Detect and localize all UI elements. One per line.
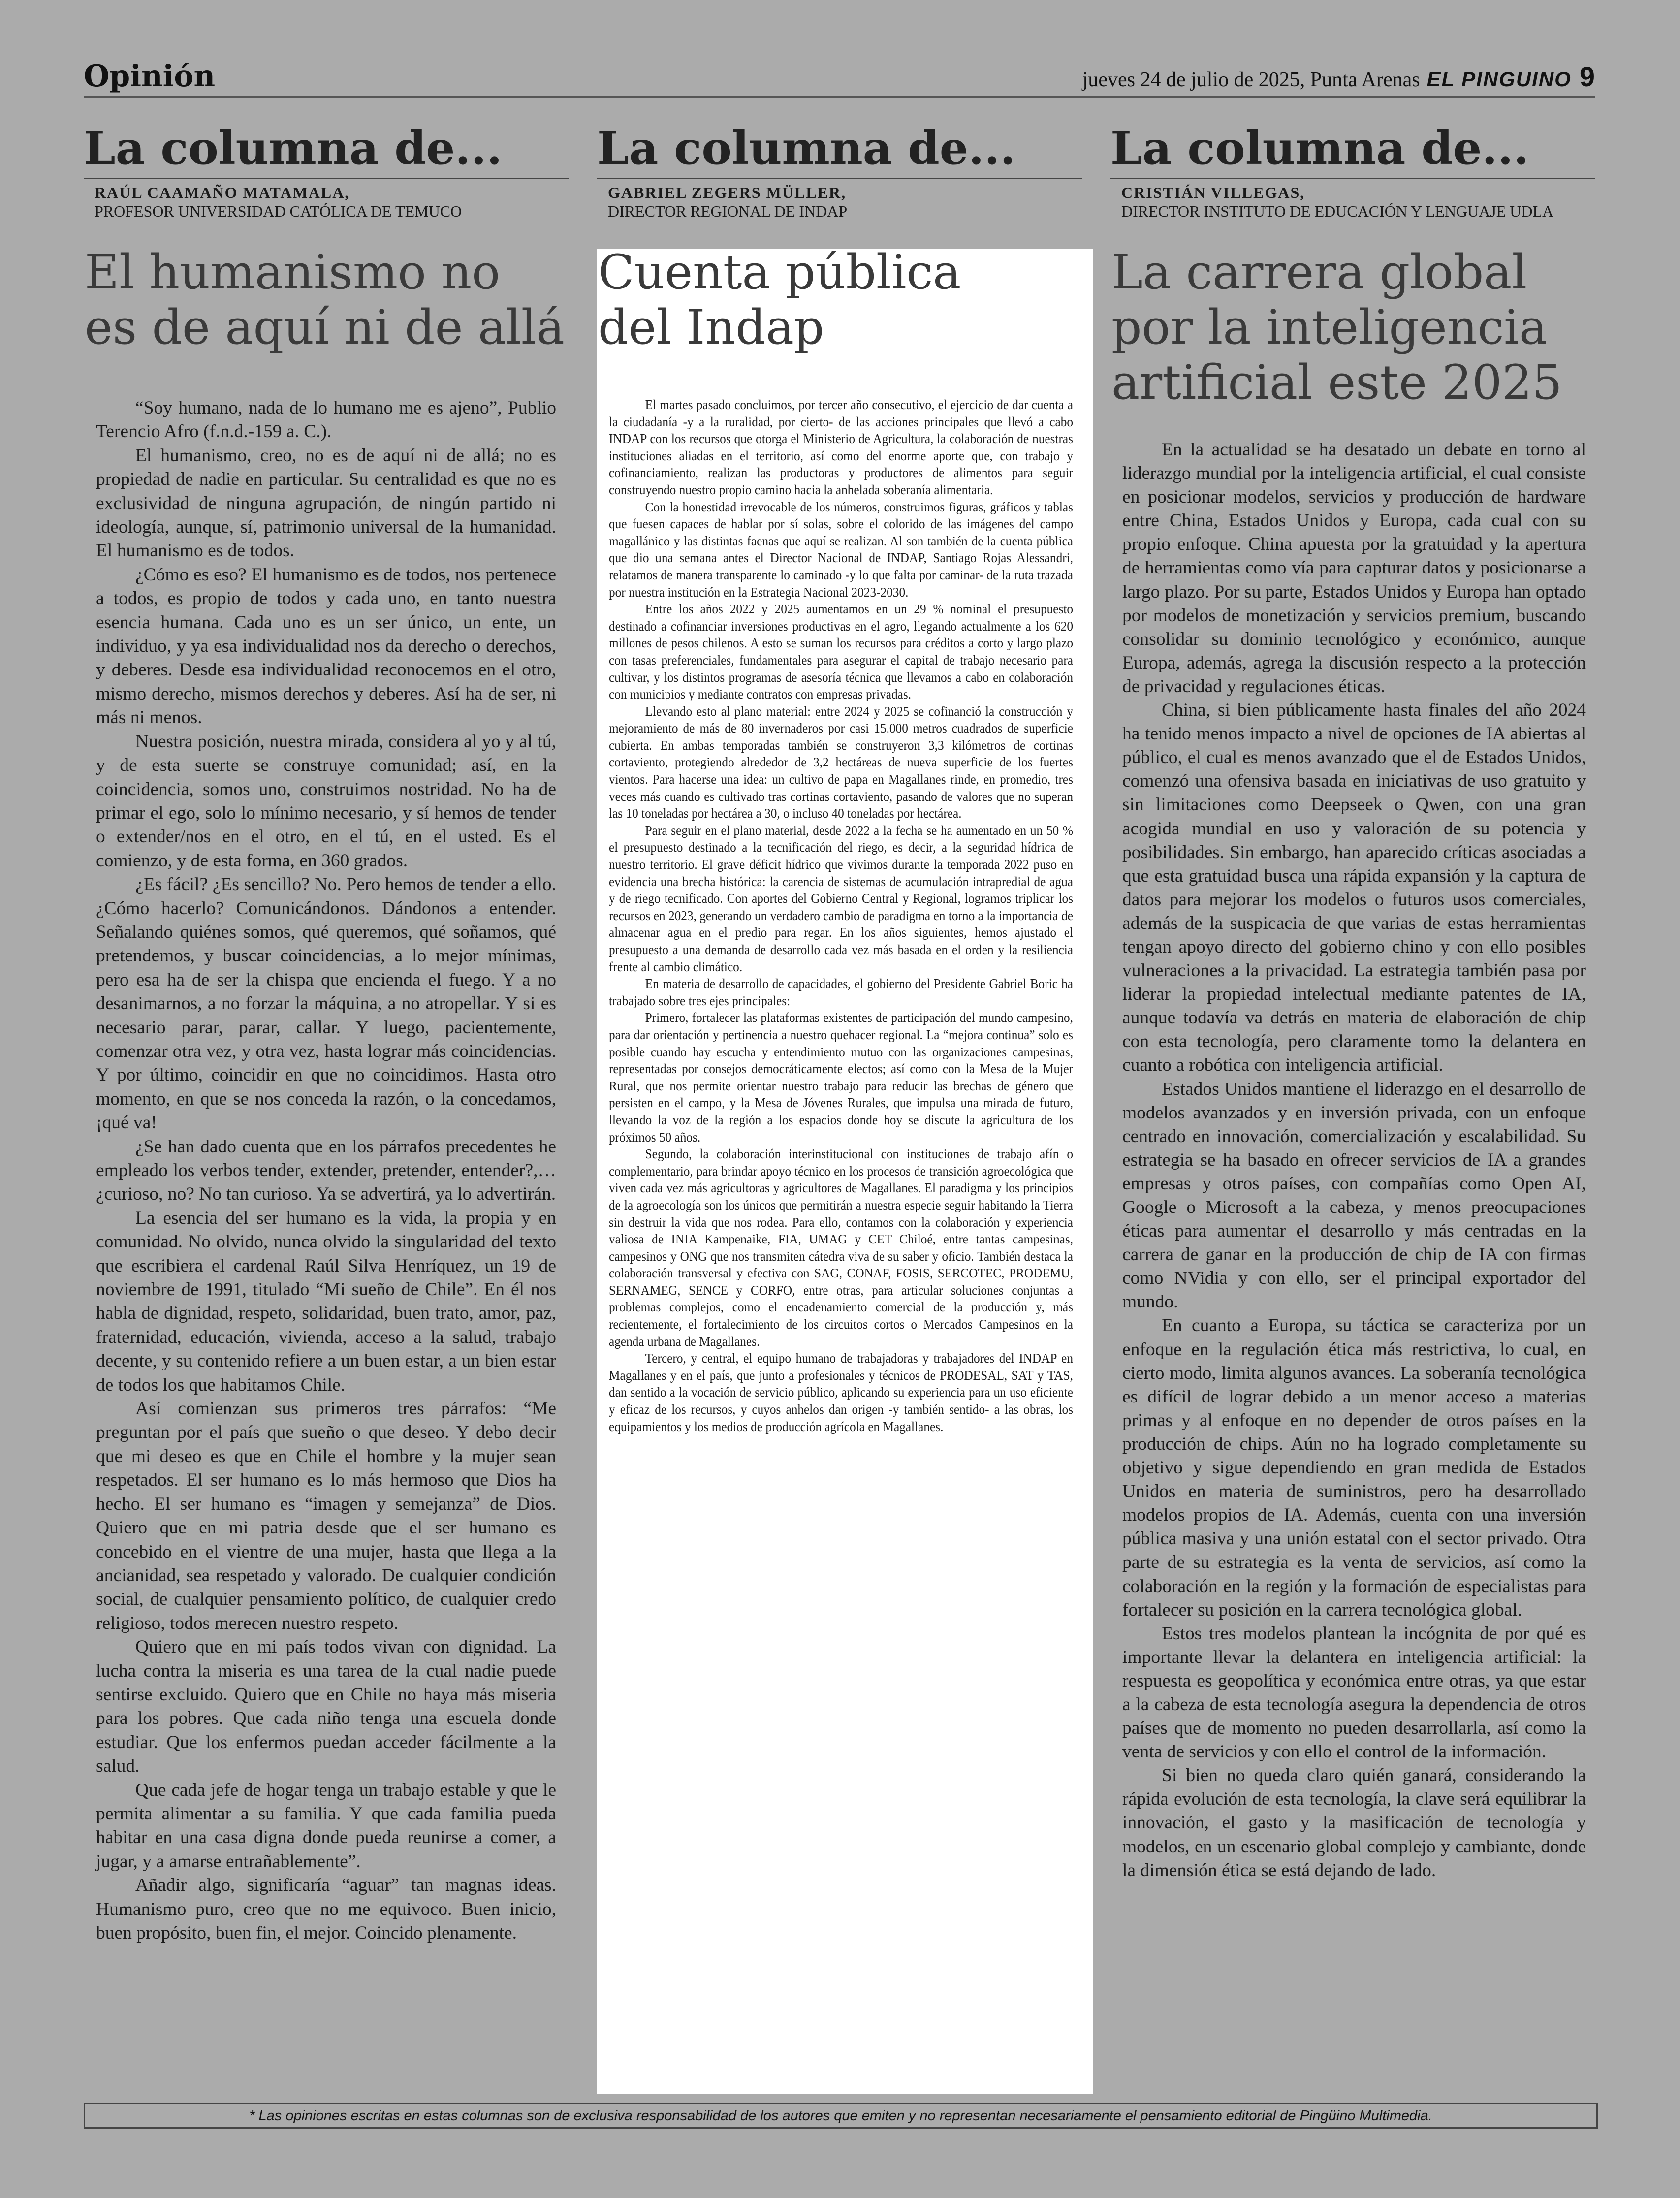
paragraph: Quiero que en mi país todos vivan con dignidad. La lucha contra la miseria es una tarea de la cual nadie puede sentirse excluido. Quiero que en Chile no haya más miseria para los pobres. Que cada niño tenga una escuela donde estudiar. Que los enfermos puedan acceder fácilmente a la salud. bbox=[96, 1637, 556, 1777]
column-kicker: La columna de... bbox=[597, 122, 1016, 175]
headline-line: del Indap bbox=[598, 300, 824, 355]
paragraph: Tercero, y central, el equipo humano de trabajadoras y trabajadores del INDAP en Magallanes y en el país, que junto a profesionales y técnicos de PRODESAL, SAT y TAS, dan sentido a la vocación de servicio público, aplicando su experiencia para un uso eficiente y eficaz de los recursos, y cuyos anhelos dan origen -y también sentido- a las obras, los equipamientos y los medios de producción agrícola en Magallanes. bbox=[609, 1350, 1073, 1434]
paragraph: “Soy humano, nada de lo humano me es ajeno”, Publio Terencio Afro (f.n.d.-159 a. C.). bbox=[96, 398, 556, 442]
newspaper-brand: EL PINGUINO bbox=[1426, 67, 1572, 91]
paragraph: Llevando esto al plano material: entre 2024 y 2025 se cofinanció la construcción y mejoramiento de más de 80 invernaderos por casi 15.000 metros cuadrados de superficie cubierta. En ambas temporadas también se construyeron 3,3 kilómetros de cortinas cortaviento, protegiendo alrededor de 3,2 hectáreas de nueva superficie de los fuertes vientos. Para hacerse una idea: un cultivo de papa en Magallanes rinde, en promedio, tres veces más cuando es cultivado tras cortinas cortaviento, pasando de valores que no superan las 10 toneladas por hectárea a 30, o incluso 40 toneladas por hectárea. bbox=[609, 703, 1073, 821]
headline-line: artificial este 2025 bbox=[1111, 355, 1562, 411]
column-villegas bbox=[1110, 122, 1595, 411]
paragraph: Estos tres modelos plantean la incógnita de por qué es importante llevar la delantera en inteligencia artificial: la respuesta es geopolítica y económica entre otras, ya que estar a la cabeza de esta tecnología asegura la dependencia de otros países que de momento no pueden desarrollarla, así como la venta de servicios y con ello el control de la información. bbox=[1122, 1623, 1586, 1762]
paragraph: Si bien no queda claro quién ganará, considerando la rápida evolución de esta tecnología, la clave será equilibrar la innovación, el gasto y la masificación de tecnología y modelos, en un escenario global complejo y cambiante, donde la dimensión ética se está dejando de lado. bbox=[1122, 1765, 1586, 1880]
author-name: CRISTIÁN VILLEGAS, bbox=[1121, 184, 1305, 201]
author-role: DIRECTOR INSTITUTO DE EDUCACIÓN Y LENGUAJE UDLA bbox=[1121, 202, 1554, 221]
paragraph: Nuestra posición, nuestra mirada, considera al yo y al tú, y de esta suerte se construye comunidad; así, en la coincidencia, somos uno, construimos nostridad. No ha de primar el ego, solo lo mínimo necesario, y sí hemos de tender o extender/nos en el otro, en el tú, en el usted. Es el comienzo, y de esta forma, en 360 grados. bbox=[96, 731, 556, 871]
paragraph: Primero, fortalecer las plataformas existentes de participación del mundo campesino, para dar orientación y pertinencia a nuestro quehacer regional. La “mejora continua” solo es posible cuando hay escucha y entendimiento mutuo con las organizaciones campesinas, representadas por consejos democráticamente electos; así como con la Mesa de la Mujer Rural, que nos permite orientar nuestro trabajo para reducir las brechas de género que persisten en el campo, y la Mesa de Jóvenes Rurales, que impulsa una mirada de futuro, llevando la voz de la región a los espacios donde hoy se discute la agricultura de los próximos 50 años. bbox=[609, 1010, 1073, 1145]
headline-line: es de aquí ni de allá bbox=[85, 300, 565, 355]
headline bbox=[85, 245, 569, 355]
headline-line: por la inteligencia bbox=[1111, 300, 1548, 355]
paragraph: China, si bien públicamente hasta finales del año 2024 ha tenido menos impacto a nivel de opciones de IA abiertas al público, el cual es menos avanzado que el de Estados Unidos, comenzó una ofensiva basada en iniciativas de uso gratuito y sin limitaciones como Deepseek o Qwen, con una gran acogida mundial en uso y valoración de su potencia y posibilidades. Sin embargo, han aparecido críticas asociadas a que esta gratuidad busca una rápida expansión y la captura de datos para mejorar los modelos o futuros usos comerciales, además de la suspicacia de que varias de estas herramientas tengan apoyo directo del gobierno chino y con ello posibles vulneraciones a la privacidad. La estrategia también pasa por liderar la propiedad intelectual mediante patentes de IA, aunque todavía va detrás en materia de elaboración de chip con esta tecnología, pero claramente tomo la delantera en cuanto a robótica con inteligencia artificial. bbox=[1122, 700, 1586, 1076]
paragraph: Estados Unidos mantiene el liderazgo en el desarrollo de modelos avanzados y en inversión privada, con un enfoque centrado en innovación, comercialización y escalabilidad. Su estrategia se ha basado en ofrecer servicios de IA a grandes empresas y otros países, con compañías como Open AI, Google o Microsoft a la cabeza, y menos preocupaciones éticas para aumentar el desarrollo y más centradas en la carrera de ganar en la producción de chip de IA con firmas como NVidia y con ello, ser el principal exportador del mundo. bbox=[1122, 1079, 1586, 1312]
author-block bbox=[1110, 178, 1595, 221]
paragraph: Así comienzan sus primeros tres párrafos: “Me preguntan por el país que sueño o que deseo. Y debo decir que mi deseo es que en Chile el hombre y la mujer sean respetados. El ser humano es lo más hermoso que Dios ha hecho. El ser humano es “imagen y semejanza” de Dios. Quiero que en mi patria desde que el ser humano es concebido en el vientre de una mujer, hasta que llega a la ancianidad, sea respetado y valorado. De cualquier condición social, de cualquier pensamiento político, de cualquier credo religioso, todos merecen nuestro respeto. bbox=[96, 1399, 556, 1633]
paragraph: Para seguir en el plano material, desde 2022 a la fecha se ha aumentado en un 50 % el presupuesto destinado a la tecnificación del riego, es decir, a la seguridad hídrica de nuestro territorio. El grave déficit hídrico que vivimos durante la temporada 2022 puso en evidencia una brecha histórica: la carencia de sistemas de acumulación intrapredial de agua y de riego tecnificado. Con aportes del Gobierno Central y Regional, logramos triplicar los recursos en 2023, generando un verdadero cambio de paradigma en torno a la importancia de almacenar agua en el predio para regar. En los años siguientes, hemos ajustado el presupuesto a una demanda de desarrollo cada vez más basada en el orden y la resiliencia frente al cambio climático. bbox=[609, 822, 1073, 974]
paragraph: En materia de desarrollo de capacidades, el gobierno del Presidente Gabriel Boric ha trabajado sobre tres ejes principales: bbox=[609, 976, 1073, 1008]
paragraph: ¿Se han dado cuenta que en los párrafos precedentes he empleado los verbos tender, extender, pretender, entender?,… ¿curioso, no? No tan curioso. Ya se advertirá, ya lo advertirán. bbox=[96, 1136, 556, 1205]
column-zegers bbox=[597, 122, 1082, 355]
paragraph: La esencia del ser humano es la vida, la propia y en comunidad. No olvido, nunca olvido la singularidad del texto que escribiera el cardenal Raúl Silva Henríquez, un 19 de noviembre de 1991, titulado “Mi sueño de Chile”. En él nos habla de dignidad, respeto, solidaridad, buen trato, amor, paz, fraternidad, educación, vivienda, acceso a la salud, trabajo decente, y su contenido refiere a un buen estar, a un bien estar de todos los que habitamos Chile. bbox=[96, 1208, 556, 1395]
headline bbox=[1111, 245, 1595, 411]
paragraph: Segundo, la colaboración interinstitucional con instituciones de trabajo afín o complementario, para brindar apoyo técnico en los procesos de transición agroecológica que viven cada vez más agricultoras y agricultores de Magallanes. El paradigma y los principios de la agroecología son los únicos que permitirán a nuestra especie seguir habitando la Tierra sin destruir la vida que nos rodea. Para ello, contamos con la colaboración y experiencia valiosa de INIA Kampenaike, FIA, UMAG y CET Chiloé, entre tantas campesinas, campesinos y ONG que nos transmiten cátedra viva de su saber y oficio. También destaca la colaboración transversal y efectiva con SAG, CONAF, FOSIS, SERCOTEC, PRODEMU, SERNAMEG, SENCE y CORFO, entre otras, para articular soluciones conjuntas a problemas complejos, como el encadenamiento comercial de la producción y, más recientemente, el fortalecimiento de los circuitos cortos o Mercados Campesinos en la agenda urbana de Magallanes. bbox=[609, 1146, 1073, 1349]
article-body-villegas bbox=[1122, 438, 1586, 1882]
headline bbox=[598, 245, 1082, 355]
paragraph: El martes pasado concluimos, por tercer año consecutivo, el ejercicio de dar cuenta a la ciudadanía -y a la ruralidad, por cierto- de las acciones principales que llevó a cabo INDAP con los recursos que otorga el Ministerio de Agricultura, la colaboración de nuestras instituciones aliadas en el territorio, así como del enorme aporte que, con trabajo y cofinanciamiento, realizan las productoras y productores de alimentos para seguir construyendo nuestro propio camino hacia la anhelada soberanía alimentaria. bbox=[609, 397, 1073, 497]
section-title: Opinión bbox=[84, 59, 216, 94]
column-kicker: La columna de... bbox=[84, 122, 503, 175]
disclaimer-footer: * Las opiniones escritas en estas columnas son de exclusiva responsabilidad de los autores que emiten y no representan necesariamente el pensamiento editorial de Pingüino Multimedia. bbox=[84, 2103, 1598, 2129]
author-name: RAÚL CAAMAÑO MATAMALA, bbox=[95, 184, 350, 201]
column-kicker: La columna de... bbox=[1110, 122, 1529, 175]
issue-date: jueves 24 de julio de 2025, Punta Arenas bbox=[1082, 68, 1420, 91]
headline-line: La carrera global bbox=[1111, 244, 1527, 300]
author-role: DIRECTOR REGIONAL DE INDAP bbox=[608, 202, 848, 221]
author-role: PROFESOR UNIVERSIDAD CATÓLICA DE TEMUCO bbox=[95, 202, 462, 221]
headline-line: El humanismo no bbox=[85, 244, 500, 300]
paragraph: ¿Es fácil? ¿Es sencillo? No. Pero hemos de tender a ello. ¿Cómo hacerlo? Comunicándonos. Dándonos a entender. Señalando quiénes somos, qué queremos, qué soñamos, qué pretendemos, y buscar coincidencias, a lo mejor mínimas, pero esa ha de ser la chispa que encienda el fuego. Y a no desanimarnos, a no forzar la máquina, a no atropellar. Y si es necesario parar, parar, callar. Y luego, pacientemente, comenzar otra vez, y otra vez, hasta lograr más coincidencias. Y por último, coincidir en que no coincidimos. Hasta otro momento, en que se nos conceda la razón, o la concedamos, ¡qué va! bbox=[96, 874, 556, 1133]
paragraph: En cuanto a Europa, su táctica se caracteriza por un enfoque en la regulación ética más restrictiva, lo cual, en cierto modo, limita algunos avances. La soberanía tecnológica es difícil de lograr debido a un menor acceso a materias primas y al enfoque en no depender de otros países en la producción de chips. Aún no ha logrado completamente su objetivo y sigue dependiendo en gran medida de Estados Unidos en materia de suministros, pero ha desarrollado modelos propios de IA. Además, cuenta con una inversión pública masiva y una unión estatal con el sector privado. Otra parte de su estrategia es la venta de servicios, así como la colaboración en la región y la formación de especialistas para fortalecer su posición en la carrera tecnológica global. bbox=[1122, 1315, 1586, 1620]
author-name: GABRIEL ZEGERS MÜLLER, bbox=[608, 184, 847, 201]
column-caamano bbox=[84, 122, 569, 355]
paragraph: El humanismo, creo, no es de aquí ni de allá; no es propiedad de nadie en particular. Su centralidad es que no es exclusividad de ninguna agrupación, de ningún partido ni ideología, aunque, sí, patrimonio universal de la humanidad. El humanismo es de todos. bbox=[96, 445, 556, 561]
paragraph: Que cada jefe de hogar tenga un trabajo estable y que le permita alimentar a su familia. Y que cada familia pueda habitar en una casa digna donde pueda reunirse a comer, a jugar, y a amarse entrañablemente”. bbox=[96, 1780, 556, 1872]
paragraph: En la actualidad se ha desatado un debate en torno al liderazgo mundial por la inteligencia artificial, el cual consiste en posicionar modelos, servicios y producción de hardware entre China, Estados Unidos y Europa, cada cual con su propio enfoque. China apuesta por la gratuidad y la apertura de herramientas como vía para capturar datos y posicionarse a largo plazo. Por su parte, Estados Unidos y Europa han optado por modelos de monetización y servicios premium, buscando consolidar su dominio tecnológico y económico, aunque Europa, además, agrega la discusión respecto a la protección de privacidad y regulaciones éticas. bbox=[1122, 440, 1586, 697]
paragraph: Con la honestidad irrevocable de los números, construimos figuras, gráficos y tablas que fuesen capaces de hablar por sí solas, sobre el colorido de las imágenes del campo magallánico y las distintas faenas que aquí se realizan. Al son también de la cuenta pública que dio una semana antes el Director Nacional de INDAP, Santiago Rojas Alessandri, relatamos de manera transparente lo caminado -y lo que falta por caminar- de la ruta trazada por nuestra institución en la Estrategia Nacional 2023-2030. bbox=[609, 499, 1073, 600]
masthead bbox=[84, 59, 1595, 98]
headline-line: Cuenta pública bbox=[598, 244, 961, 300]
author-block bbox=[597, 178, 1082, 221]
paragraph: Añadir algo, significaría “aguar” tan magnas ideas. Humanismo puro, creo que no me equivoco. Buen inicio, buen propósito, buen fin, el mejor. Coincido plenamente. bbox=[96, 1875, 556, 1943]
paragraph: Entre los años 2022 y 2025 aumentamos en un 29 % nominal el presupuesto destinado a cofinanciar inversiones productivas en el agro, llegando actualmente a los 620 millones de pesos chilenos. A esto se suman los recursos para créditos a corto y largo plazo con tasas preferenciales, fundamentales para asegurar el capital de trabajo necesario para cultivar, y los distintos programas de asesoría técnica que llevamos a cabo en colaboración con municipios y mediante contratos con empresas privadas. bbox=[609, 601, 1073, 702]
article-body-zegers bbox=[609, 396, 1073, 1435]
paragraph: ¿Cómo es eso? El humanismo es de todos, nos pertenece a todos, es propio de todos y cada uno, en tanto nuestra esencia humana. Cada uno es un ser único, un ente, un individuo, y ya esa individualidad nos da derecho o derechos, y deberes. Desde esa individualidad reconocemos en el otro, mismo derecho, mismos derechos y deberes. Así ha de ser, ni más ni menos. bbox=[96, 564, 556, 728]
article-body-caamano bbox=[96, 396, 556, 1945]
dateline bbox=[1082, 61, 1595, 93]
author-block bbox=[84, 178, 569, 221]
page-number: 9 bbox=[1579, 61, 1595, 92]
